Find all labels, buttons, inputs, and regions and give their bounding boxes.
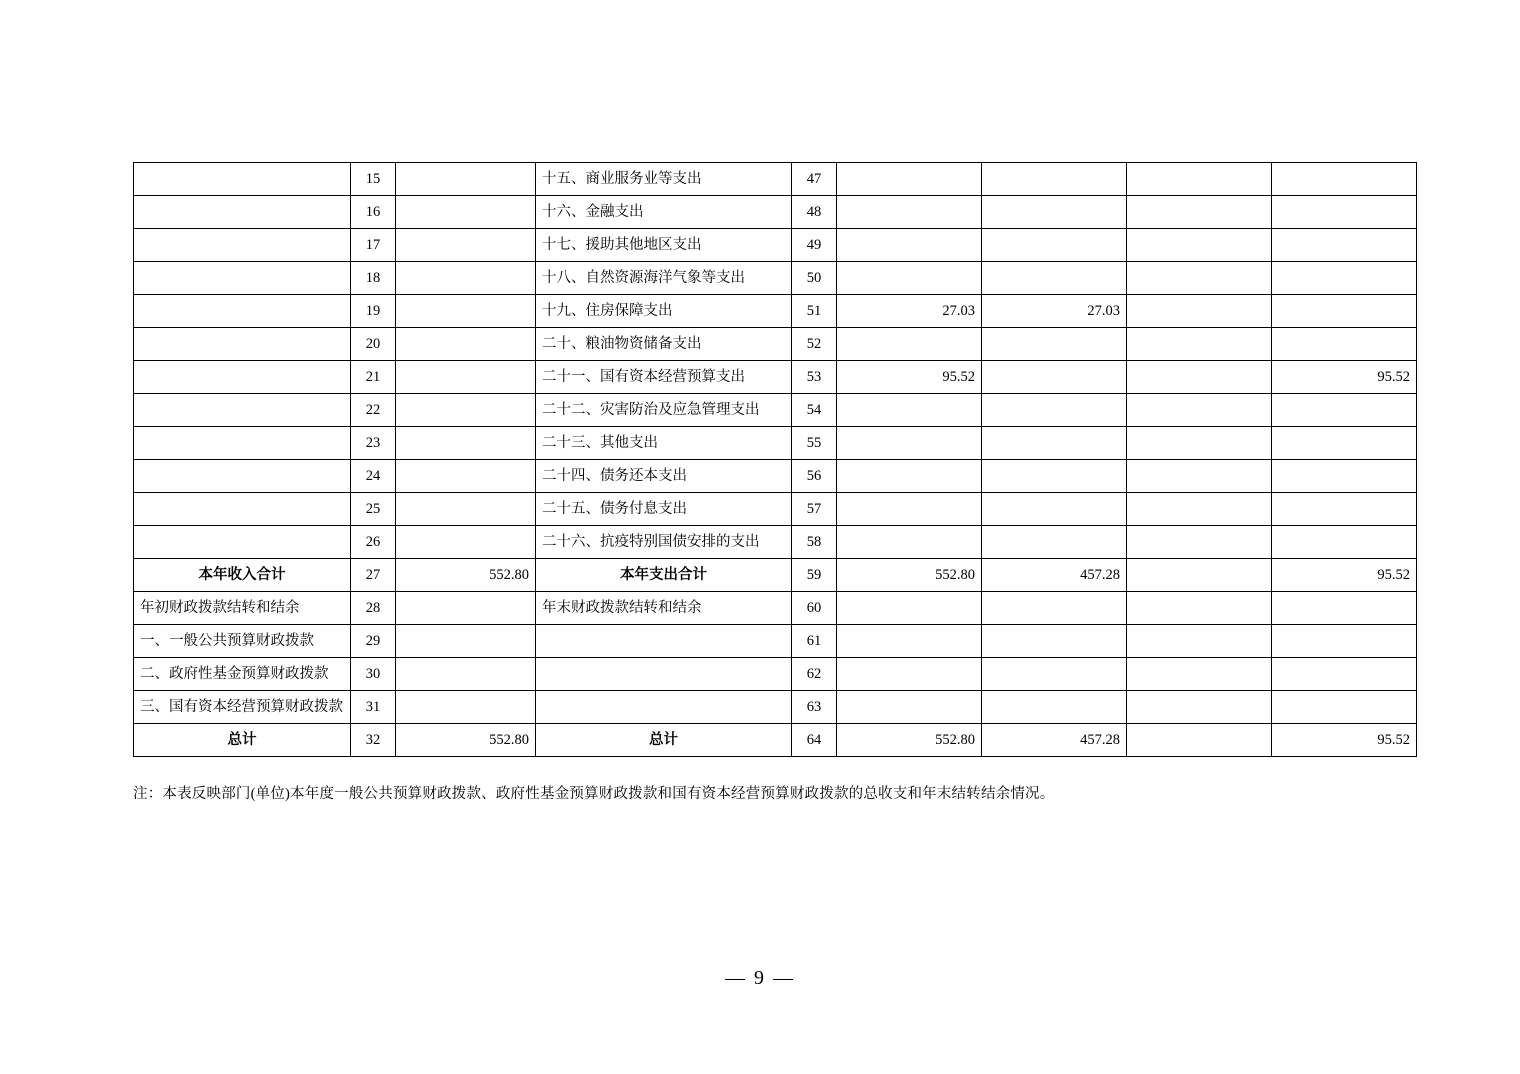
cell-left-number: 19 [351,295,396,328]
cell-left-number: 17 [351,229,396,262]
cell-left-number: 31 [351,691,396,724]
cell-left-number: 22 [351,394,396,427]
cell-amount-3 [1127,559,1272,592]
cell-right-label: 二十五、债务付息支出 [536,493,792,526]
cell-right-label: 二十四、债务还本支出 [536,460,792,493]
cell-left-number: 26 [351,526,396,559]
cell-amount-2: 457.28 [982,559,1127,592]
cell-amount-2: 27.03 [982,295,1127,328]
table-row [134,328,1417,361]
cell-left-number: 20 [351,328,396,361]
cell-amount-1 [837,493,982,526]
cell-right-number: 51 [792,295,837,328]
cell-left-number: 27 [351,559,396,592]
table-row [134,427,1417,460]
cell-amount-2 [982,625,1127,658]
cell-right-number: 55 [792,427,837,460]
cell-right-label: 年末财政拨款结转和结余 [536,592,792,625]
cell-amount-2 [982,163,1127,196]
budget-table-container [133,162,1410,757]
cell-left-label [134,295,351,328]
cell-amount-1: 552.80 [837,559,982,592]
cell-amount-3 [1127,229,1272,262]
cell-left-label [134,262,351,295]
cell-right-number: 47 [792,163,837,196]
cell-left-label [134,229,351,262]
cell-right-label [536,691,792,724]
cell-amount-1 [837,262,982,295]
cell-amount-2 [982,493,1127,526]
cell-amount-2 [982,229,1127,262]
cell-amount-3 [1127,625,1272,658]
cell-left-number: 25 [351,493,396,526]
table-row [134,394,1417,427]
cell-amount-2 [982,328,1127,361]
cell-left-amount [396,295,536,328]
cell-left-label: 一、一般公共预算财政拨款 [134,625,351,658]
cell-amount-1 [837,526,982,559]
cell-left-number: 18 [351,262,396,295]
table-row [134,460,1417,493]
cell-amount-1 [837,460,982,493]
cell-amount-4 [1272,526,1417,559]
cell-amount-1: 95.52 [837,361,982,394]
table-row [134,295,1417,328]
cell-left-label [134,394,351,427]
cell-left-label: 二、政府性基金预算财政拨款 [134,658,351,691]
cell-amount-3 [1127,493,1272,526]
cell-amount-1: 27.03 [837,295,982,328]
cell-amount-4 [1272,691,1417,724]
cell-left-label: 三、国有资本经营预算财政拨款 [134,691,351,724]
cell-amount-4 [1272,328,1417,361]
cell-left-amount [396,493,536,526]
cell-amount-3 [1127,361,1272,394]
cell-amount-1 [837,394,982,427]
cell-amount-2 [982,526,1127,559]
cell-right-number: 56 [792,460,837,493]
cell-amount-3 [1127,592,1272,625]
cell-right-number: 64 [792,724,837,757]
cell-left-number: 23 [351,427,396,460]
cell-right-number: 50 [792,262,837,295]
cell-amount-1 [837,229,982,262]
cell-left-label [134,196,351,229]
cell-amount-4 [1272,592,1417,625]
cell-right-number: 49 [792,229,837,262]
cell-right-number: 63 [792,691,837,724]
cell-right-label: 十五、商业服务业等支出 [536,163,792,196]
cell-left-number: 15 [351,163,396,196]
cell-left-amount [396,262,536,295]
cell-left-amount [396,460,536,493]
cell-amount-4: 95.52 [1272,559,1417,592]
cell-amount-1 [837,625,982,658]
cell-left-amount [396,163,536,196]
cell-amount-4 [1272,394,1417,427]
cell-left-amount [396,658,536,691]
table-row [134,163,1417,196]
cell-left-label [134,526,351,559]
cell-amount-1 [837,691,982,724]
cell-left-number: 21 [351,361,396,394]
cell-left-amount [396,592,536,625]
cell-right-label: 二十、粮油物资储备支出 [536,328,792,361]
cell-amount-3 [1127,460,1272,493]
cell-amount-4 [1272,460,1417,493]
table-row [134,592,1417,625]
cell-right-number: 62 [792,658,837,691]
table-note: 注：本表反映部门(单位)本年度一般公共预算财政拨款、政府性基金预算财政拨款和国有资本经营预算财政拨款的总收支和年末结转结余情况。 [133,786,1055,802]
cell-left-label [134,163,351,196]
cell-left-label [134,361,351,394]
cell-amount-4 [1272,493,1417,526]
cell-right-number: 48 [792,196,837,229]
cell-right-label: 二十一、国有资本经营预算支出 [536,361,792,394]
cell-amount-1: 552.80 [837,724,982,757]
table-body [134,163,1417,757]
cell-amount-4 [1272,196,1417,229]
cell-amount-4 [1272,262,1417,295]
page-number: — 9 — [725,967,795,989]
cell-right-label: 二十六、抗疫特别国债安排的支出 [536,526,792,559]
cell-amount-3 [1127,295,1272,328]
cell-left-number: 29 [351,625,396,658]
cell-right-label: 十九、住房保障支出 [536,295,792,328]
cell-right-label [536,625,792,658]
cell-amount-1 [837,658,982,691]
cell-left-label [134,427,351,460]
cell-right-number: 57 [792,493,837,526]
cell-left-label: 年初财政拨款结转和结余 [134,592,351,625]
cell-left-amount [396,691,536,724]
cell-left-number: 32 [351,724,396,757]
cell-right-number: 52 [792,328,837,361]
cell-amount-2 [982,427,1127,460]
cell-left-amount: 552.80 [396,724,536,757]
cell-left-label [134,328,351,361]
table-row [134,625,1417,658]
cell-left-amount [396,625,536,658]
cell-right-number: 54 [792,394,837,427]
cell-amount-2 [982,361,1127,394]
table-row [134,559,1417,592]
cell-left-amount [396,196,536,229]
financial-allocation-table [133,162,1417,757]
cell-amount-3 [1127,526,1272,559]
cell-left-amount [396,526,536,559]
cell-right-number: 60 [792,592,837,625]
cell-right-label: 十八、自然资源海洋气象等支出 [536,262,792,295]
cell-amount-1 [837,163,982,196]
table-row [134,262,1417,295]
cell-left-number: 30 [351,658,396,691]
cell-left-amount [396,394,536,427]
cell-amount-4: 95.52 [1272,724,1417,757]
table-row [134,724,1417,757]
cell-amount-4: 95.52 [1272,361,1417,394]
cell-right-number: 53 [792,361,837,394]
cell-left-label: 总计 [134,724,351,757]
cell-amount-4 [1272,658,1417,691]
cell-amount-1 [837,592,982,625]
table-row [134,361,1417,394]
cell-left-amount: 552.80 [396,559,536,592]
table-row [134,229,1417,262]
cell-right-number: 59 [792,559,837,592]
cell-amount-4 [1272,427,1417,460]
cell-amount-1 [837,196,982,229]
table-row [134,526,1417,559]
cell-amount-4 [1272,625,1417,658]
cell-amount-3 [1127,724,1272,757]
cell-amount-4 [1272,229,1417,262]
cell-amount-2 [982,262,1127,295]
cell-right-label [536,658,792,691]
cell-amount-2 [982,460,1127,493]
cell-amount-2 [982,691,1127,724]
cell-amount-3 [1127,262,1272,295]
cell-right-number: 58 [792,526,837,559]
cell-left-amount [396,328,536,361]
cell-left-number: 28 [351,592,396,625]
cell-amount-2 [982,592,1127,625]
cell-left-amount [396,229,536,262]
cell-right-label: 二十二、灾害防治及应急管理支出 [536,394,792,427]
table-row [134,196,1417,229]
cell-amount-4 [1272,163,1417,196]
cell-amount-3 [1127,328,1272,361]
table-row [134,493,1417,526]
cell-left-number: 16 [351,196,396,229]
table-row [134,658,1417,691]
cell-amount-2 [982,394,1127,427]
cell-left-amount [396,361,536,394]
cell-left-label: 本年收入合计 [134,559,351,592]
cell-right-label: 十六、金融支出 [536,196,792,229]
cell-amount-2 [982,658,1127,691]
cell-right-number: 61 [792,625,837,658]
cell-amount-3 [1127,427,1272,460]
cell-left-label [134,493,351,526]
cell-left-number: 24 [351,460,396,493]
cell-amount-2: 457.28 [982,724,1127,757]
cell-amount-3 [1127,196,1272,229]
cell-amount-4 [1272,295,1417,328]
cell-left-label [134,460,351,493]
table-row [134,691,1417,724]
cell-amount-1 [837,328,982,361]
cell-right-label: 本年支出合计 [536,559,792,592]
cell-right-label: 十七、援助其他地区支出 [536,229,792,262]
cell-amount-3 [1127,691,1272,724]
cell-amount-2 [982,196,1127,229]
cell-amount-3 [1127,658,1272,691]
cell-amount-1 [837,427,982,460]
cell-right-label: 总计 [536,724,792,757]
cell-left-amount [396,427,536,460]
cell-right-label: 二十三、其他支出 [536,427,792,460]
cell-amount-3 [1127,394,1272,427]
cell-amount-3 [1127,163,1272,196]
